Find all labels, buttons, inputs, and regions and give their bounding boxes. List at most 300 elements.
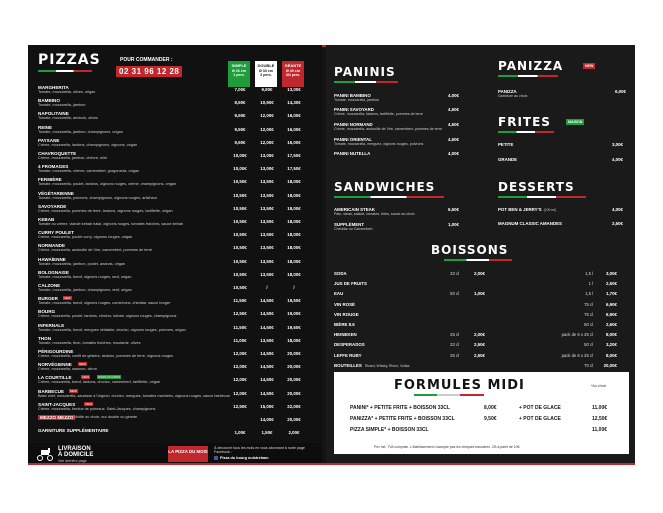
pizzas-panel [28,45,322,465]
panini-desc: Tomate, mozzarella, merguez, oignons rouges, poivrons [334,142,424,146]
pizza-name: MARGHERITA [38,85,69,90]
pizza-price-p1: 9,50€ [234,113,246,119]
pizza-name: REINE [38,124,53,130]
pizza-price-p3: 18,00€ [287,271,301,277]
pizza-price-p1: 11,50€ [233,324,247,330]
pizza-price-p1: 11,00€ [233,337,247,343]
panini-row [334,122,459,134]
sandwich-desc: Cheddar ou Camembert [334,227,373,231]
boisson-vol-1: 25 cl [450,352,459,358]
panini-price: 4,00€ [448,93,459,98]
scooter-icon [36,447,54,461]
pizza-desc: Crème, mozzarella, saumon, citron [38,367,97,372]
panini-row [334,107,459,119]
boisson-name [334,342,365,347]
boisson-name [334,363,409,368]
formule-text: PIZZA SIMPLE* + BOISSON 33CL [350,427,429,433]
boisson-vol-2: 1,5 l [585,271,593,276]
size-geante-label: GÉANTE [284,63,302,68]
pizza-price-p2: 12,00€ [260,113,274,119]
pizza-price-p2: 13,50€ [260,219,274,224]
pizza-price-p2: 15,00€ [260,403,274,409]
boisson-name-text: HEINEKEN [334,332,357,338]
pizza-price-p1: 10,50€ [233,285,247,290]
panini-price: 4,00€ [448,151,459,156]
pizza-price-p1: 12,50€ [233,403,247,409]
dessert-volume: (100 ml) [543,208,557,212]
pizza-price-p1: 12,00€ [233,377,247,383]
pizza-name: KEBAB [38,217,55,222]
boisson-name-text: VIN ROSÉ [334,301,355,307]
pizza-desc: Crème, mozzarella, jambon, chèvre, miel [38,156,108,160]
pizza-price-p2: 13,00€ [260,153,274,158]
pizza-price-p1: 11,50€ [233,298,247,304]
boisson-price-1: 2,50€ [474,342,485,348]
boisson-price-1: 2,00€ [474,271,485,276]
pizza-price-p3: 19,00€ [287,311,301,317]
pizza-desc: Tomate, mozzarella, poivrons, champignons, oignons rouges, artichaut [38,195,157,200]
paninis-title: PANINIS [334,65,396,79]
boisson-price-2: 8,00€ [606,332,617,338]
pizza-price-p3: / [293,285,295,290]
boisson-row [334,301,629,310]
sandwich-price: 1,00€ [448,222,459,227]
pizza-price-p2: 13,50€ [260,271,274,277]
pizza-row [38,111,310,123]
pizza-price-p1: 10,50€ [233,271,247,277]
pizza-price-p1: 10,50€ [233,179,247,185]
pizza-price-p3: 18,00€ [287,179,301,185]
pizza-price-p3: 20,00€ [287,377,301,383]
pizza-desc: Tomate, mozzarella, jambon, champignons, œuf, origan [38,288,132,292]
boisson-row [334,362,629,371]
boisson-price-2: 6,90€ [606,311,617,317]
panizza-name: PANIZZA [498,89,517,94]
boisson-price-2: 2,60€ [606,322,617,327]
size-double-detail: Ø 33 cm [259,68,273,73]
sandwiches-title: SANDWICHES [334,180,436,194]
boissons-title: BOISSONS [431,243,509,257]
pizza-name: GARNITURE SUPPLÉMENTAIRE [38,428,109,434]
boisson-price-2: 8,00€ [606,352,617,358]
pizza-price-p3: 19,50€ [287,298,301,304]
boisson-name [334,312,359,317]
pizza-du-mois-tag: PIZZA DU MOIS [98,375,121,380]
pizza-price-p3: 2,00€ [288,430,300,436]
panini-row [334,151,459,163]
pizza-price-p2: 1,50€ [261,430,273,436]
pizza-price-p3: 22,00€ [287,403,301,409]
new-badge: NEW [85,401,93,406]
dessert-price: 4,00€ [612,207,623,212]
frites-title: FRITES [498,115,551,129]
pizza-price-p1: 7,00€ [234,87,246,92]
panini-row [334,137,459,149]
pizza-row [38,243,310,255]
pizza-row [38,177,310,189]
pizza-row [38,98,310,110]
pizza-desc: Tomate, mozzarella, chèvre, camembert, gorgonzola, origan [38,169,140,174]
boisson-vol-1: 33 cl [450,271,459,276]
pizza-price-p3: 20,00€ [287,390,301,396]
pizza-desc: Tomate, mozzarella, bœuf, oignons rouges, œuf, origan [38,274,132,279]
pizza-row [38,191,310,203]
formules-box [334,372,629,454]
boisson-name [334,302,355,307]
boisson-vol-2: 75 cl [584,311,593,317]
pizza-desc: Tomate, mozzarella, bœuf, oignons rouges, cornichons, cheddar, sauce burger [38,301,171,306]
pizza-price-p3: 18,00€ [287,258,301,264]
size-simple-label: SIMPLE [231,63,247,68]
boisson-row [334,321,629,330]
pizza-price-p3: 18,00€ [287,219,301,224]
facebook-link[interactable] [214,456,269,460]
formule-text: PANINI* + PETITE FRITE + BOISSON 33CL [350,405,450,411]
dessert-name-text: MAGNUM CLASSIC AMANDES [498,221,562,226]
boisson-vol-2: 1,5 l [585,291,593,297]
dessert-name-text: POT BEN & JERRY'S [498,207,542,212]
pizza-price-p2: 14,50€ [260,351,274,356]
formule-extra: + POT DE GLACE [519,416,561,422]
panini-name: PANINI NUTELLA [334,151,371,156]
pizza-price-p2: 13,50€ [260,179,274,185]
boisson-row [334,270,629,279]
frites-maison-badge: MAISON [568,120,583,124]
legal-note: Prix net, TVA comprise. L'établissement n'accepte pas les chèques bancaires. CB à partir de 10€. [374,445,521,449]
pizza-price-p2: 12,00€ [260,139,274,145]
pizza-price-p2: 9,90€ [261,87,273,92]
formules-title: FORMULES MIDI [394,378,525,393]
pizza-desc: Base chef, mozzarella, saucisse à l'oignon, chorizo, merguez, tomates marinées, oignons rouges, sauce barbecue [38,393,231,398]
pizza-name: VÉGÉTARIENNE [38,190,74,196]
pizza-name: BAMBINO [38,98,60,104]
panizza-price: 6,00€ [615,89,626,94]
size-simple-detail: Ø 26 cm [232,68,246,73]
panini-price: 4,50€ [448,107,459,112]
boisson-row [334,352,629,361]
pizza-price-p1: 12,00€ [233,364,247,370]
new-badge: NEW [82,375,90,380]
pizza-row [38,296,310,308]
pizza-price-p3: 18,00€ [287,337,301,343]
boisson-vol-2: pack de 6 x 25 cl [561,332,593,338]
pizza-name: SAINT-JACQUES [38,401,76,407]
pizza-price-p1: 10,50€ [233,245,247,251]
pizza-desc: Tomate, mozzarella, jambon [38,103,86,108]
pizza-price-p1: 10,50€ [233,258,247,264]
new-badge: NEW [79,362,87,367]
boisson-name-text: SODA [334,271,347,276]
boisson-row [334,280,629,289]
boisson-name-text: EAU [334,291,344,297]
panizza-desc: Garniture au choix [498,94,528,98]
frites-price: 3,00€ [612,142,623,147]
pizza-price-p1: 9,50€ [234,139,246,145]
dessert-row [498,207,623,217]
pizza-name: CALZONE [38,283,61,288]
pizza-name: LA COURTILLE [38,375,72,381]
frites-name: GRANDE [498,157,518,162]
size-geante-persons: 3/4 pers. [285,73,301,77]
pizza-price-p2: 14,00€ [260,417,274,422]
formules-note: *Au choix [591,384,607,388]
new-badge: NEW [69,388,77,393]
new-badge: NEW [63,296,71,301]
boisson-name [334,353,362,358]
pizza-name: NORMANDE [38,243,66,249]
panini-price: 4,50€ [448,137,459,142]
panini-name: PANINI ORIENTAL [334,137,372,142]
boisson-price-2: 1,70€ [606,291,617,297]
panini-price: 4,50€ [448,122,459,127]
pizza-name: PAYSANE [38,137,60,143]
pizza-desc: Tomate, mozzarella, jambon, poulet, ananas, origan [38,261,126,266]
command-label: POUR COMMANDER : [120,57,173,63]
pizza-desc: Crème, mozzarella, pommes de terre, lardons, oignons rouges, tartiflette, origan [38,208,173,213]
pizza-price-p1: 10,50€ [233,232,247,238]
boisson-row [334,311,629,320]
pizza-price-p1: 10,00€ [233,166,247,172]
pizza-row [38,428,310,440]
pizza-price-p2: 13,50€ [260,205,274,211]
formules-flag [414,394,484,396]
formule-text: PANIZZA* + PETITE FRITE + BOISSON 33CL [350,416,455,422]
paninis-flag [334,81,398,83]
pizza-name: INFERNALE [38,322,65,328]
pizza-price-p1: 12,00€ [233,351,247,356]
pizza-price-p2: 14,50€ [260,311,274,317]
panini-name: PANINI BAMBINO [334,93,371,98]
panizza-title: PANIZZA [498,59,564,73]
pizza-name: NORVÉGIENNE [38,362,72,368]
pizza-name: BARBECUE [38,388,65,394]
panini-desc: Crème, mozzarella, andouille de Vire, camembert, pommes de terre [334,127,442,131]
pizza-row [38,138,310,150]
voir-label: Voir derrière page [58,459,87,463]
boisson-vol-2: pack de 6 x 25 cl [561,352,593,358]
pizza-price-p2: 12,00€ [260,126,274,132]
boisson-name [334,291,343,296]
sandwich-name: AMERICAIN STEAK [334,207,375,212]
boisson-name-text: JUS DE FRUITS [334,281,367,287]
boisson-row [334,341,629,350]
panini-name: PANINI NORMAND [334,122,373,127]
pizza-desc: Tomate, mozzarella, jambon, champignons, origan [38,129,123,134]
pizza-row [38,375,310,387]
pizza-desc: Crème, mozzarella, confit de gésiers, lardons, pommes de terre, oignons rouges [38,354,174,358]
boisson-name [334,332,357,337]
dessert-price: 2,50€ [612,221,623,226]
pizza-price-p2: 10,90€ [260,100,274,106]
boisson-name [334,281,367,286]
pizza-desc: Crème, mozzarella, bœuf, lardons, chorizo, camembert, tartiflette, origan [38,380,161,385]
boisson-price-1: 2,00€ [474,332,485,338]
livraison-label: LIVRAISON [58,446,91,452]
pizza-price-p3: 16,00€ [287,126,301,132]
formule-extra-price: 12,50€ [592,416,608,422]
pizza-desc: Crème, mozzarella, lardons, champignons, oignons, origan [38,142,138,147]
frites-row [498,142,623,152]
pizza-price-p3: 16,00€ [287,113,301,119]
pizza-row [38,151,310,163]
frites-price: 4,00€ [612,157,623,162]
pizza-price-p1: 10,00€ [233,153,247,158]
frites-flag [498,131,554,133]
formule-price: 9,50€ [484,416,497,422]
pizza-row [38,402,310,414]
pizza-name: NAPOLITAINE [38,111,69,117]
pizza-name: CURRY POULET [38,230,74,236]
pizza-desc: Tomate, mozzarella, anchois, olives [38,116,98,121]
pizza-desc: Moitié ou choix, sur double ou géante [74,415,138,419]
boisson-vol-2: 50 cl [584,342,593,348]
boisson-name-text: DESPERADOS [334,342,365,348]
boisson-desc: Ricard, Whisky, Rhum, Vodka [364,363,410,368]
pizza-price-p1: 8,50€ [234,100,246,106]
pizza-row [38,362,310,374]
panini-row [334,93,459,105]
pizza-price-p3: 18,00€ [287,232,301,238]
pizzas-title: PIZZAS [38,52,101,68]
boisson-price-2: 20,00€ [603,362,617,368]
dessert-name [498,221,564,226]
dessert-row [498,221,623,231]
pizza-name: BOURG [38,309,56,315]
pizza-price-p2: 13,50€ [260,192,274,198]
boisson-name-text: VIN ROUGE [334,311,359,317]
size-double-label: DOUBLE [257,63,275,68]
pizza-price-p2: 13,50€ [260,245,274,251]
pizza-desc: Crème, mozzarella, poulet curry, oignons rouges, origan [38,235,133,240]
pizza-desc: Tomate, mozzarella, poulet, lardons, oignons rouges, crème, champignons, origan [38,182,177,187]
sandwiches-flag [334,196,444,198]
pizza-row [38,164,310,176]
pizza-row [38,283,310,295]
size-simple-persons: 1 pers. [233,73,245,77]
pizzas-footer [28,443,322,465]
pizza-name: HAWAÏENNE [38,256,66,262]
pizza-desc: Tomate, mozzarella, olives, origan [38,90,96,94]
boisson-price-2: 6,90€ [606,301,617,307]
pizza-price-p3: 20,00€ [287,364,301,370]
pizza-name: 4 FROMAGES [38,164,69,170]
formule-extra-price: 11,00€ [592,405,608,411]
boisson-name-text: BOUTEILLES [334,362,362,368]
sandwich-desc: Pain, steak, salade, tomates, frites, sauce au choix [334,212,415,216]
boisson-vol-1: 33 cl [450,342,459,348]
boisson-price-2: 3,20€ [606,342,617,348]
boisson-vol-1: 50 cl [450,291,459,297]
pizza-name: MEZZO MEZZO [40,415,74,420]
size-geante-detail: Ø 40 cm [286,68,300,73]
panizza-flag [498,75,558,77]
sandwich-row [334,222,459,234]
panini-desc: Tomate, mozzarella, jambon [334,98,379,102]
pizza-price-p2: / [266,285,268,290]
dessert-name [498,207,556,212]
boisson-vol-2: 70 cl [584,362,593,368]
sandwich-row [334,207,459,219]
pizza-desc: Crème, mozzarella, poulet, lardons, chorizo, kebab, oignons rouges, champignons [38,314,177,319]
pizza-row [38,323,310,335]
boisson-price-2: 3,00€ [606,271,617,276]
pizza-desc: Crème, mozzarella, andouille de Vire, camembert, pommes de terre [38,248,153,253]
pizza-name: THON [38,335,52,341]
boisson-name-text: BIÈRE 8.6 [334,322,355,327]
boisson-row [334,290,629,299]
boisson-name [334,322,355,327]
pizza-name: SAVOYARDE [38,203,67,209]
boisson-name-text: LEFFE RUBY [334,352,362,358]
facebook-page: Pizza du bourg ouistreham [220,456,269,460]
pizza-price-p2: 13,00€ [260,166,274,172]
pizzas-flag [38,70,92,72]
formule-extra: + POT DE GLACE [519,405,561,411]
bottom-border [28,463,635,465]
pizza-price-p3: 18,00€ [287,205,301,211]
pizza-price-p3: 20,00€ [287,417,301,422]
pizza-price-p3: 14,30€ [287,100,301,106]
pizza-price-p2: 13,50€ [260,258,274,264]
phone-number[interactable]: 02 31 96 12 28 [116,66,182,77]
pizza-row [38,125,310,137]
pizza-price-p2: 14,50€ [260,390,274,396]
pizza-name: FERMIÈRE [38,177,62,183]
boisson-vol-1: 25 cl [450,332,459,338]
pizza-price-p1: 12,00€ [233,390,247,396]
panini-desc: Crème, mozzarella, lardons, tartiflette, pommes de terre [334,112,423,116]
pizza-name: PÉRIGOURDINE [38,349,74,354]
panini-name: PANINI SAVOYARD [334,107,374,112]
pizza-price-p3: 18,00€ [287,245,301,251]
facebook-text: À découvrir tous les mois en vous abonnant à notre page Facebook : [214,446,305,454]
pizza-row [38,85,310,97]
pizza-row [38,230,310,242]
boisson-vol-2: 1 l [588,281,593,287]
pizza-desc: Tomate, mozzarella, bœuf, merguez véritable, chorizo, oignons rouges, poivrons, origan [38,327,186,332]
panizza-new-badge: NEW [585,64,594,68]
facebook-icon [214,456,218,460]
boisson-name [334,271,347,276]
pizza-price-p2: 13,50€ [260,337,274,343]
boisson-vol-2: 75 cl [584,301,593,307]
pizza-price-p1: 12,50€ [233,311,247,317]
pizza-price-p1: 10,50€ [233,205,247,211]
boisson-vol-2: 50 cl [584,322,593,327]
formule-price: 8,00€ [484,405,497,411]
sandwich-name: SUPPLÉMENT [334,222,365,227]
pizza-price-p2: 14,50€ [260,298,274,304]
pizza-desc: Tomate, mozzarella, thon, tomates fraîches, moutarde, olives [38,340,141,345]
pizza-price-p3: 16,00€ [287,139,301,145]
pizza-row [38,270,310,282]
pizza-price-p3: 17,50€ [287,153,301,158]
pizza-du-mois-badge: LA PIZZA DU MOIS [168,446,208,462]
pizza-row [38,204,310,216]
pizza-price-p2: 14,50€ [260,324,274,330]
pizza-row [38,257,310,269]
pizza-desc: Crème, mozzarella, fondue de poireaux, Saint-Jacques, champignons [38,406,156,411]
size-simple [228,61,250,87]
frites-row [498,157,623,167]
boisson-row [334,331,629,340]
menu-sheet [28,45,635,465]
pizza-price-p1: 1,00€ [234,430,246,436]
domicile-label: À DOMICILE [58,452,94,458]
frites-name: PETITE [498,142,514,147]
boissons-flag [444,259,512,261]
pizza-name: BOLOGNAISE [38,269,69,275]
